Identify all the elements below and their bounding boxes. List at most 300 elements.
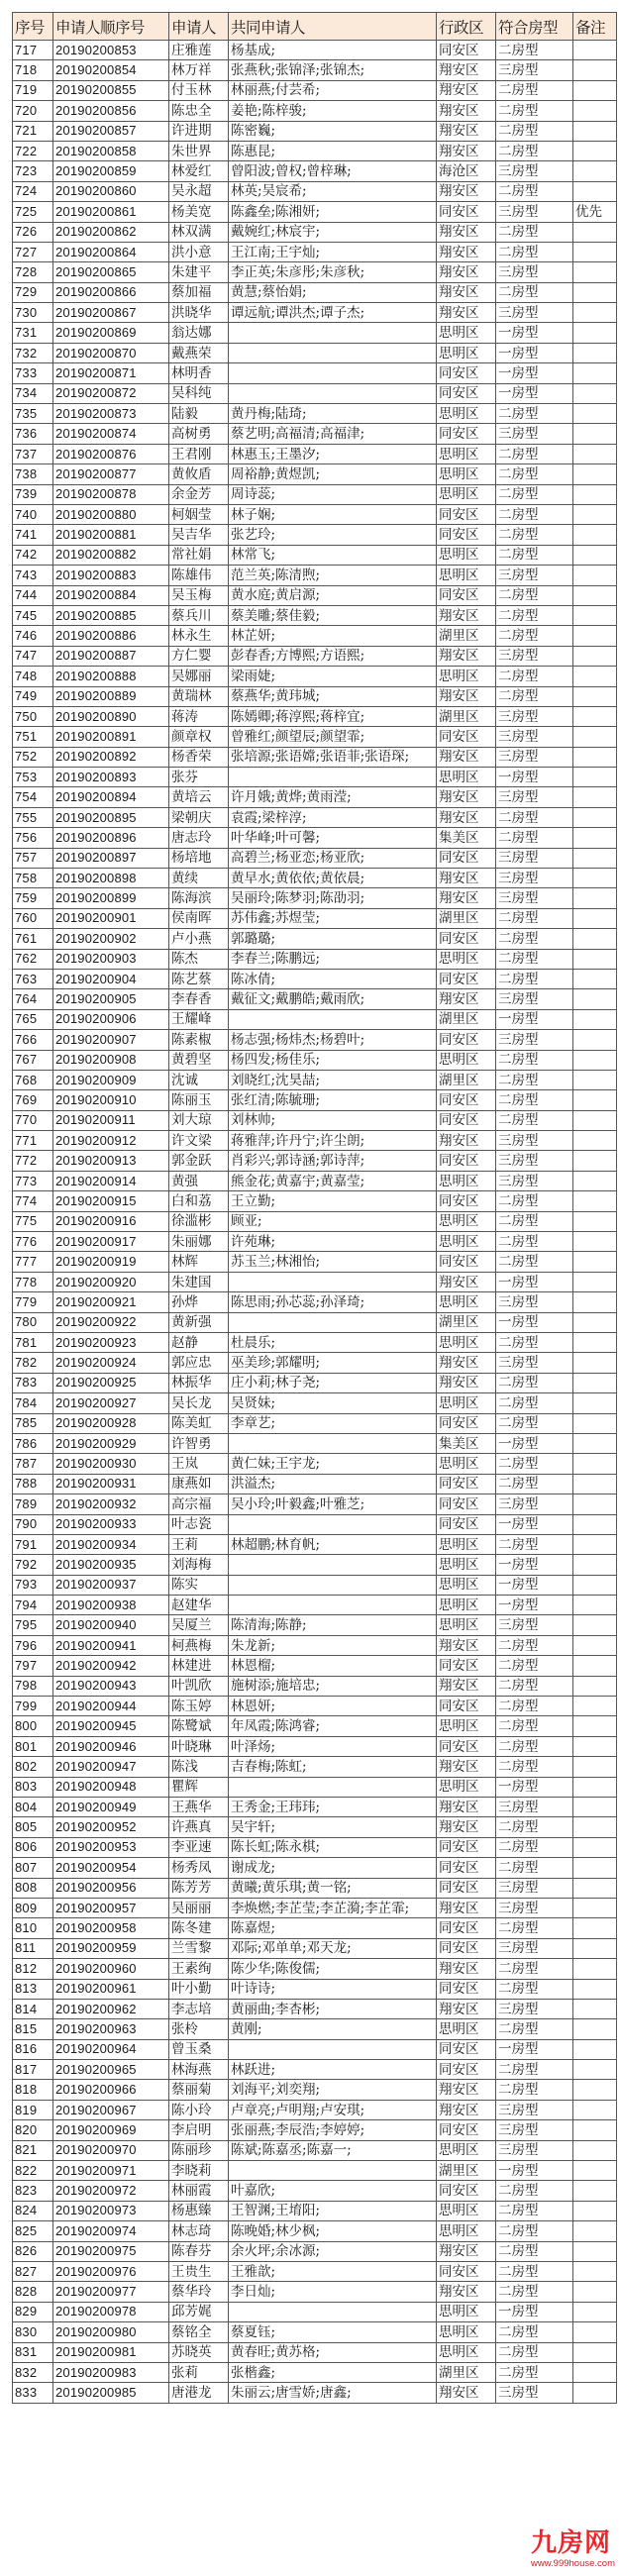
cell-applicant: 邱芳娓: [169, 2302, 229, 2321]
cell-application-number: 20190200911: [53, 1110, 169, 1130]
cell-remarks: [573, 1575, 617, 1595]
cell-district: 思明区: [437, 1534, 496, 1554]
cell-remarks: [573, 181, 617, 201]
cell-seq: 811: [13, 1938, 53, 1958]
cell-application-number: 20190200904: [53, 969, 169, 988]
cell-applicant: 李亚速: [169, 1837, 229, 1857]
cell-applicant: 王燕华: [169, 1797, 229, 1816]
cell-remarks: 优先: [573, 202, 617, 222]
cell-remarks: [573, 1999, 617, 2018]
cell-district: 同安区: [437, 424, 496, 444]
cell-remarks: [573, 484, 617, 504]
cell-housing-type: 二房型: [496, 1090, 573, 1110]
cell-application-number: 20190200883: [53, 566, 169, 585]
table-row: [13, 383, 617, 403]
cell-seq: 824: [13, 2201, 53, 2220]
cell-district: 同安区: [437, 1979, 496, 1999]
cell-co-applicants: 杨基成;: [229, 41, 437, 60]
cell-application-number: 20190200912: [53, 1131, 169, 1151]
table-row: [13, 1555, 617, 1575]
cell-seq: 739: [13, 484, 53, 504]
cell-co-applicants: 黄曦;黄乐琪;黄一铭;: [229, 1878, 437, 1898]
cell-district: 翔安区: [437, 2383, 496, 2403]
cell-application-number: 20190200920: [53, 1272, 169, 1291]
cell-applicant: 朱建国: [169, 1272, 229, 1291]
cell-application-number: 20190200882: [53, 545, 169, 565]
cell-housing-type: 一房型: [496, 1433, 573, 1453]
cell-applicant: 翁达娜: [169, 323, 229, 343]
cell-co-applicants: 吴丽玲;陈梦羽;陈劭羽;: [229, 888, 437, 908]
table-row: [13, 1110, 617, 1130]
cell-housing-type: 二房型: [496, 585, 573, 605]
cell-remarks: [573, 1697, 617, 1716]
cell-housing-type: 一房型: [496, 2039, 573, 2059]
cell-seq: 787: [13, 1454, 53, 1474]
cell-housing-type: 二房型: [496, 1757, 573, 1777]
cell-co-applicants: 曾阳波;曾权;曾梓琳;: [229, 161, 437, 181]
cell-co-applicants: [229, 1596, 437, 1615]
table-row: [13, 1797, 617, 1816]
cell-application-number: 20190200938: [53, 1596, 169, 1615]
cell-housing-type: 二房型: [496, 1413, 573, 1433]
cell-housing-type: 二房型: [496, 1333, 573, 1353]
cell-district: 同安区: [437, 1090, 496, 1110]
cell-housing-type: 一房型: [496, 2161, 573, 2181]
cell-seq: 789: [13, 1494, 53, 1514]
cell-seq: 828: [13, 2282, 53, 2302]
cell-remarks: [573, 1676, 617, 1696]
table-row: [13, 1070, 617, 1089]
cell-housing-type: 二房型: [496, 949, 573, 969]
cell-remarks: [573, 2039, 617, 2059]
cell-district: 思明区: [437, 1575, 496, 1595]
cell-application-number: 20190200853: [53, 41, 169, 60]
table-row: [13, 525, 617, 545]
cell-co-applicants: [229, 1009, 437, 1029]
cell-co-applicants: 刘林帅;: [229, 1110, 437, 1130]
cell-co-applicants: [229, 1777, 437, 1797]
cell-seq: 782: [13, 1353, 53, 1373]
cell-housing-type: 一房型: [496, 1777, 573, 1797]
table-row: [13, 1898, 617, 1917]
cell-remarks: [573, 383, 617, 403]
cell-district: 翔安区: [437, 888, 496, 908]
cell-district: 湖里区: [437, 706, 496, 726]
cell-district: 思明区: [437, 1777, 496, 1797]
table-row: [13, 424, 617, 444]
cell-seq: 720: [13, 101, 53, 121]
cell-co-applicants: 杨四发;杨佳乐;: [229, 1050, 437, 1070]
cell-applicant: 叶晓琳: [169, 1736, 229, 1756]
cell-applicant: 叶凯欣: [169, 1676, 229, 1696]
cell-remarks: [573, 1898, 617, 1917]
cell-application-number: 20190200888: [53, 667, 169, 686]
table-row: [13, 807, 617, 827]
cell-district: 思明区: [437, 1292, 496, 1312]
cell-district: 翔安区: [437, 222, 496, 242]
cell-seq: 762: [13, 949, 53, 969]
cell-seq: 775: [13, 1211, 53, 1231]
table-row: [13, 1252, 617, 1272]
cell-housing-type: 二房型: [496, 1918, 573, 1938]
cell-co-applicants: 陈密巍;: [229, 121, 437, 141]
cell-co-applicants: 陈冰倩;: [229, 969, 437, 988]
cell-remarks: [573, 2161, 617, 2181]
cell-seq: 801: [13, 1736, 53, 1756]
cell-co-applicants: 王秀金;王玮玮;: [229, 1797, 437, 1816]
cell-housing-type: 一房型: [496, 383, 573, 403]
cell-remarks: [573, 1050, 617, 1070]
cell-seq: 746: [13, 626, 53, 646]
cell-application-number: 20190200969: [53, 2120, 169, 2140]
cell-remarks: [573, 1918, 617, 1938]
table-row: [13, 1676, 617, 1696]
cell-district: 思明区: [437, 2201, 496, 2220]
cell-housing-type: 二房型: [496, 908, 573, 928]
cell-co-applicants: 林子娴;: [229, 504, 437, 524]
cell-co-applicants: 高碧兰;杨亚恋;杨亚欣;: [229, 848, 437, 868]
cell-application-number: 20190200874: [53, 424, 169, 444]
cell-housing-type: 三房型: [496, 888, 573, 908]
cell-housing-type: 二房型: [496, 1393, 573, 1413]
cell-seq: 803: [13, 1777, 53, 1797]
cell-remarks: [573, 1474, 617, 1494]
cell-applicant: 杨秀凤: [169, 1858, 229, 1878]
cell-application-number: 20190200876: [53, 444, 169, 464]
table-row: [13, 2342, 617, 2362]
cell-seq: 724: [13, 181, 53, 201]
cell-co-applicants: [229, 1575, 437, 1595]
cell-seq: 810: [13, 1918, 53, 1938]
cell-seq: 737: [13, 444, 53, 464]
cell-remarks: [573, 1312, 617, 1332]
cell-seq: 726: [13, 222, 53, 242]
cell-housing-type: 二房型: [496, 1697, 573, 1716]
cell-co-applicants: 陈晚婚;林少枫;: [229, 2221, 437, 2241]
table-row: [13, 60, 617, 80]
cell-co-applicants: 黄水庭;黄启源;: [229, 585, 437, 605]
cell-housing-type: 二房型: [496, 2322, 573, 2342]
cell-applicant: 郭应忠: [169, 1353, 229, 1373]
cell-remarks: [573, 1110, 617, 1130]
table-row: [13, 1232, 617, 1252]
cell-housing-type: 三房型: [496, 1938, 573, 1958]
cell-housing-type: 三房型: [496, 1292, 573, 1312]
cell-applicant: 洪晓华: [169, 303, 229, 323]
cell-seq: 765: [13, 1009, 53, 1029]
cell-seq: 776: [13, 1232, 53, 1252]
cell-applicant: 林永生: [169, 626, 229, 646]
cell-district: 翔安区: [437, 282, 496, 302]
cell-seq: 793: [13, 1575, 53, 1595]
cell-district: 翔安区: [437, 60, 496, 80]
table-row: [13, 242, 617, 261]
cell-applicant: 黄培云: [169, 787, 229, 807]
cell-district: 翔安区: [437, 1757, 496, 1777]
cell-seq: 743: [13, 566, 53, 585]
cell-application-number: 20190200940: [53, 1615, 169, 1635]
cell-co-applicants: 吴贤妹;: [229, 1393, 437, 1413]
cell-district: 同安区: [437, 1736, 496, 1756]
cell-housing-type: 二房型: [496, 41, 573, 60]
cell-co-applicants: [229, 1514, 437, 1534]
cell-housing-type: 三房型: [496, 1030, 573, 1050]
cell-application-number: 20190200928: [53, 1413, 169, 1433]
cell-co-applicants: [229, 363, 437, 383]
cell-housing-type: 三房型: [496, 1797, 573, 1816]
cell-remarks: [573, 1858, 617, 1878]
cell-housing-type: 三房型: [496, 1151, 573, 1171]
table-row: [13, 1777, 617, 1797]
cell-seq: 786: [13, 1433, 53, 1453]
cell-applicant: 王莉: [169, 1534, 229, 1554]
cell-applicant: 李启明: [169, 2120, 229, 2140]
table-row: [13, 585, 617, 605]
cell-district: 同安区: [437, 202, 496, 222]
cell-housing-type: 二房型: [496, 80, 573, 100]
cell-application-number: 20190200869: [53, 323, 169, 343]
cell-district: 同安区: [437, 504, 496, 524]
cell-application-number: 20190200865: [53, 262, 169, 282]
cell-applicant: 蔡加福: [169, 282, 229, 302]
cell-seq: 785: [13, 1413, 53, 1433]
cell-co-applicants: 苏伟鑫;苏煜莹;: [229, 908, 437, 928]
cell-district: 同安区: [437, 525, 496, 545]
cell-remarks: [573, 848, 617, 868]
cell-remarks: [573, 222, 617, 242]
cell-housing-type: 三房型: [496, 727, 573, 747]
cell-remarks: [573, 363, 617, 383]
cell-applicant: 林双满: [169, 222, 229, 242]
cell-co-applicants: 陈嫣卿;蒋淳熙;蒋梓宜;: [229, 706, 437, 726]
cell-application-number: 20190200947: [53, 1757, 169, 1777]
cell-application-number: 20190200885: [53, 605, 169, 625]
cell-housing-type: 三房型: [496, 2100, 573, 2119]
table-row: [13, 2120, 617, 2140]
cell-housing-type: 二房型: [496, 1534, 573, 1554]
cell-application-number: 20190200966: [53, 2080, 169, 2100]
cell-district: 思明区: [437, 1615, 496, 1635]
cell-seq: 751: [13, 727, 53, 747]
cell-seq: 816: [13, 2039, 53, 2059]
cell-seq: 814: [13, 1999, 53, 2018]
cell-application-number: 20190200971: [53, 2161, 169, 2181]
cell-remarks: [573, 2140, 617, 2160]
cell-seq: 791: [13, 1534, 53, 1554]
cell-application-number: 20190200894: [53, 787, 169, 807]
cell-remarks: [573, 989, 617, 1009]
cell-co-applicants: 黄刚;: [229, 2019, 437, 2039]
cell-district: 思明区: [437, 545, 496, 565]
table-row: [13, 1697, 617, 1716]
cell-district: 同安区: [437, 1191, 496, 1211]
cell-co-applicants: 苏玉兰;林湘怡;: [229, 1252, 437, 1272]
cell-remarks: [573, 1979, 617, 1999]
header-seq: 序号: [13, 13, 53, 41]
cell-application-number: 20190200931: [53, 1474, 169, 1494]
cell-application-number: 20190200976: [53, 2261, 169, 2281]
cell-remarks: [573, 1454, 617, 1474]
table-row: [13, 80, 617, 100]
cell-remarks: [573, 828, 617, 848]
cell-district: 翔安区: [437, 2100, 496, 2119]
cell-remarks: [573, 1635, 617, 1655]
table-row: [13, 1272, 617, 1291]
cell-co-applicants: 黄仁妹;王宇龙;: [229, 1454, 437, 1474]
cell-seq: 745: [13, 605, 53, 625]
cell-housing-type: 二房型: [496, 2080, 573, 2100]
cell-district: 同安区: [437, 1837, 496, 1857]
table-row: [13, 2201, 617, 2220]
cell-seq: 763: [13, 969, 53, 988]
cell-co-applicants: 林丽燕;付芸希;: [229, 80, 437, 100]
cell-co-applicants: 李正英;朱彦彤;朱彦秋;: [229, 262, 437, 282]
cell-application-number: 20190200899: [53, 888, 169, 908]
cell-remarks: [573, 404, 617, 424]
cell-application-number: 20190200962: [53, 1999, 169, 2018]
cell-seq: 729: [13, 282, 53, 302]
cell-co-applicants: 谢成龙;: [229, 1858, 437, 1878]
cell-applicant: 王耀峰: [169, 1009, 229, 1029]
table-row: [13, 121, 617, 141]
cell-housing-type: 二房型: [496, 525, 573, 545]
cell-application-number: 20190200952: [53, 1817, 169, 1837]
cell-application-number: 20190200957: [53, 1898, 169, 1917]
cell-housing-type: 二房型: [496, 504, 573, 524]
cell-seq: 800: [13, 1716, 53, 1736]
cell-seq: 806: [13, 1837, 53, 1857]
cell-applicant: 赵静: [169, 1333, 229, 1353]
cell-co-applicants: 李春兰;陈鹏远;: [229, 949, 437, 969]
cell-seq: 728: [13, 262, 53, 282]
cell-applicant: 陈小玲: [169, 2100, 229, 2119]
cell-remarks: [573, 464, 617, 484]
table-row: [13, 2261, 617, 2281]
cell-seq: 766: [13, 1030, 53, 1050]
cell-co-applicants: [229, 2302, 437, 2321]
cell-applicant: 蔡丽菊: [169, 2080, 229, 2100]
table-row: [13, 989, 617, 1009]
cell-seq: 805: [13, 1817, 53, 1837]
cell-district: 同安区: [437, 383, 496, 403]
cell-application-number: 20190200974: [53, 2221, 169, 2241]
cell-district: 同安区: [437, 2039, 496, 2059]
table-row: [13, 888, 617, 908]
cell-housing-type: 三房型: [496, 60, 573, 80]
table-row: [13, 929, 617, 949]
cell-applicant: 朱建平: [169, 262, 229, 282]
cell-seq: 718: [13, 60, 53, 80]
cell-application-number: 20190200893: [53, 768, 169, 787]
cell-application-number: 20190200927: [53, 1393, 169, 1413]
cell-applicant: 叶志瓷: [169, 1514, 229, 1534]
cell-applicant: 林爱红: [169, 161, 229, 181]
cell-co-applicants: 陈思雨;孙芯蕊;孙泽琦;: [229, 1292, 437, 1312]
cell-application-number: 20190200895: [53, 807, 169, 827]
cell-applicant: 梁朝庆: [169, 807, 229, 827]
cell-housing-type: 二房型: [496, 1211, 573, 1231]
table-row: [13, 828, 617, 848]
cell-applicant: 朱世界: [169, 141, 229, 160]
cell-district: 翔安区: [437, 121, 496, 141]
cell-remarks: [573, 2282, 617, 2302]
cell-seq: 823: [13, 2181, 53, 2201]
cell-applicant: 王岚: [169, 1454, 229, 1474]
cell-co-applicants: 林英;吴宸希;: [229, 181, 437, 201]
cell-remarks: [573, 2181, 617, 2201]
table-row: [13, 2161, 617, 2181]
cell-remarks: [573, 1596, 617, 1615]
cell-applicant: 柯姻莹: [169, 504, 229, 524]
cell-district: 翔安区: [437, 242, 496, 261]
cell-application-number: 20190200925: [53, 1373, 169, 1392]
cell-co-applicants: 周诗蕊;: [229, 484, 437, 504]
cell-co-applicants: 王江南;王宇灿;: [229, 242, 437, 261]
cell-applicant: 唐港龙: [169, 2383, 229, 2403]
header-remarks: 备注: [573, 13, 617, 41]
cell-applicant: 吴吉华: [169, 525, 229, 545]
cell-district: 翔安区: [437, 262, 496, 282]
cell-housing-type: 三房型: [496, 1878, 573, 1898]
cell-applicant: 陈玉婷: [169, 1697, 229, 1716]
table-row: [13, 848, 617, 868]
cell-co-applicants: 刘海平;刘奕翔;: [229, 2080, 437, 2100]
table-row: [13, 787, 617, 807]
cell-remarks: [573, 1777, 617, 1797]
cell-remarks: [573, 667, 617, 686]
cell-remarks: [573, 807, 617, 827]
cell-co-applicants: 周裕静;黄煜凯;: [229, 464, 437, 484]
cell-applicant: 陈丽珍: [169, 2140, 229, 2160]
cell-application-number: 20190200880: [53, 504, 169, 524]
cell-housing-type: 二房型: [496, 1716, 573, 1736]
cell-applicant: 许进期: [169, 121, 229, 141]
cell-district: 翔安区: [437, 141, 496, 160]
cell-district: 翔安区: [437, 807, 496, 827]
cell-housing-type: 三房型: [496, 1353, 573, 1373]
cell-applicant: 卢小燕: [169, 929, 229, 949]
cell-housing-type: 二房型: [496, 1070, 573, 1089]
cell-application-number: 20190200914: [53, 1171, 169, 1190]
cell-housing-type: 三房型: [496, 161, 573, 181]
cell-district: 思明区: [437, 444, 496, 464]
cell-seq: 738: [13, 464, 53, 484]
cell-co-applicants: 林恩妍;: [229, 1697, 437, 1716]
cell-co-applicants: 顾亚;: [229, 1211, 437, 1231]
cell-co-applicants: [229, 1433, 437, 1453]
cell-application-number: 20190200923: [53, 1333, 169, 1353]
cell-remarks: [573, 2080, 617, 2100]
cell-housing-type: 二房型: [496, 2282, 573, 2302]
cell-housing-type: 二房型: [496, 444, 573, 464]
cell-district: 翔安区: [437, 2080, 496, 2100]
cell-applicant: 吴丽丽: [169, 1898, 229, 1917]
cell-application-number: 20190200866: [53, 282, 169, 302]
cell-housing-type: 一房型: [496, 1596, 573, 1615]
cell-application-number: 20190200980: [53, 2322, 169, 2342]
cell-remarks: [573, 1353, 617, 1373]
cell-seq: 772: [13, 1151, 53, 1171]
cell-housing-type: 二房型: [496, 1959, 573, 1979]
table-row: [13, 363, 617, 383]
cell-applicant: 张芬: [169, 768, 229, 787]
cell-housing-type: 三房型: [496, 262, 573, 282]
cell-remarks: [573, 929, 617, 949]
cell-application-number: 20190200978: [53, 2302, 169, 2321]
cell-seq: 768: [13, 1070, 53, 1089]
cell-district: 思明区: [437, 464, 496, 484]
cell-application-number: 20190200956: [53, 1878, 169, 1898]
